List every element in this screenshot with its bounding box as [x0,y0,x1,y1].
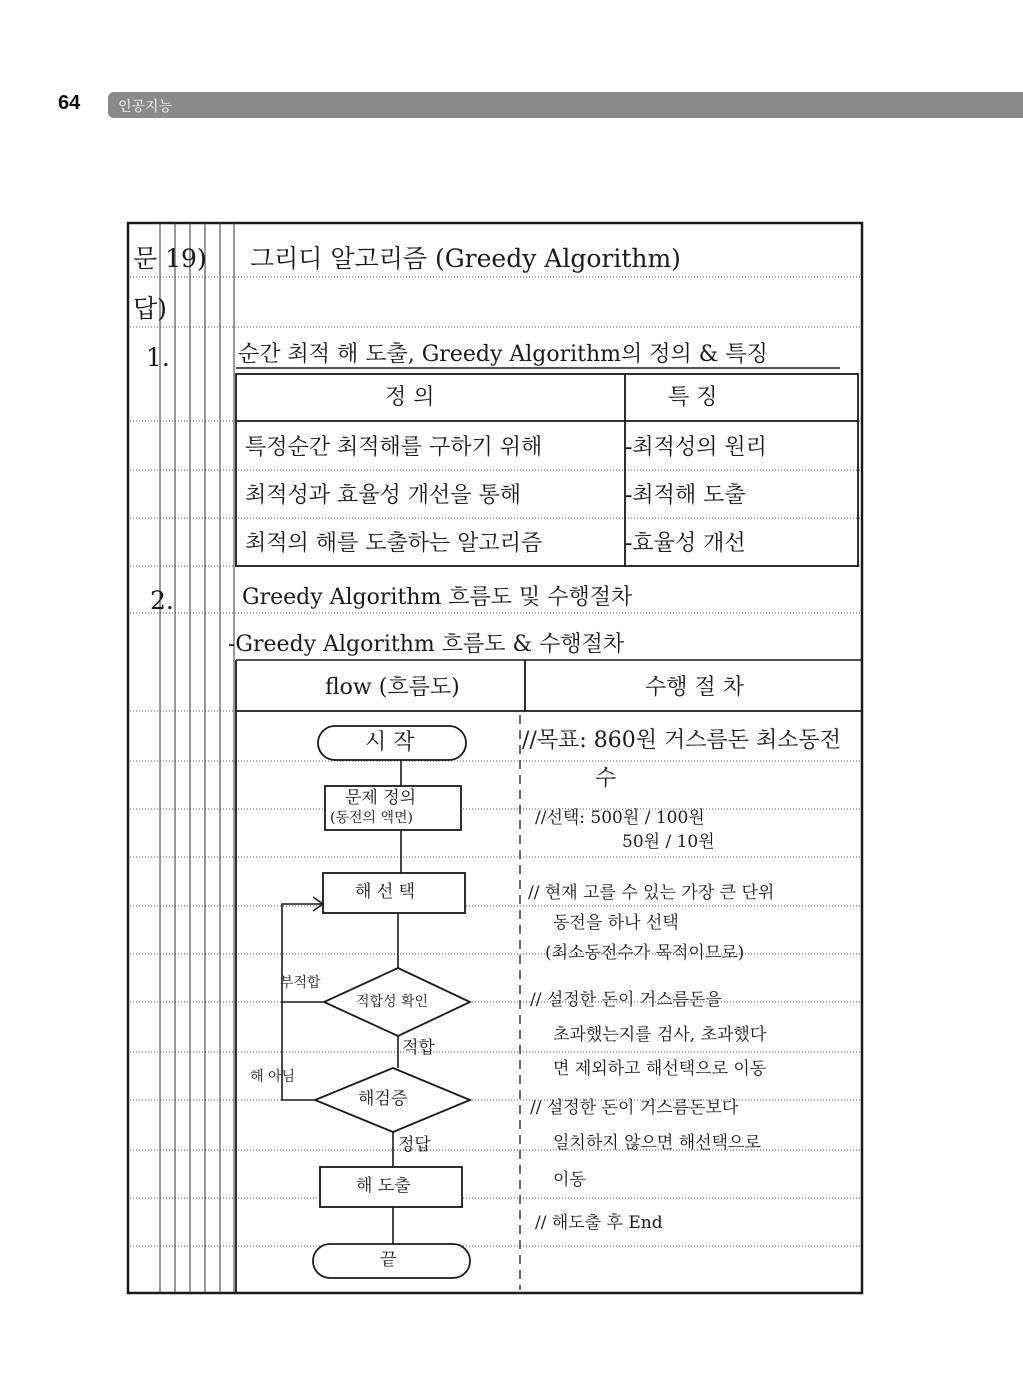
definition-line: 최적성과 효율성 개선을 통해 [245,483,522,508]
flow-ok-label: 정답 [398,1135,431,1155]
flow-derive-label: 해 도출 [356,1176,411,1196]
section1-number: 1. [146,343,170,372]
procedure-line: 50원 / 10원 [622,832,715,852]
feature-line: -최적성의 원리 [625,435,767,460]
flow-fit-label: 적합 [402,1038,435,1058]
definition-line: 특정순간 최적해를 구하기 위해 [245,435,543,460]
section-title: 인공지능 [118,98,173,114]
procedure-line: 이동 [553,1170,586,1190]
section2-heading: Greedy Algorithm 흐름도 및 수행절차 [242,585,633,610]
procedure-line: // 해도출 후 End [535,1213,663,1233]
procedure-line: (최소동전수가 목적이므로) [545,943,745,963]
flow-select-label: 해 선 택 [355,882,416,902]
question-label: 문 19) [133,244,207,273]
procedure-line: // 설정한 돈이 거스름돈을 [530,990,722,1010]
table1-header-definition: 정 의 [385,385,435,410]
procedure-line: //선택: 500원 / 100원 [535,808,705,828]
procedure-line: 동전을 하나 선택 [553,913,679,933]
procedure-line: // 설정한 돈이 거스름돈보다 [530,1098,739,1118]
feature-line: -최적해 도출 [625,483,746,508]
table2-header-flow: flow (흐름도) [325,675,460,700]
procedure-line: 수 [595,766,617,791]
table2-header-procedure: 수행 절 차 [645,675,744,700]
procedure-line: //목표: 860원 거스름돈 최소동전 [522,728,841,753]
flow-check-label: 해검증 [358,1089,408,1109]
procedure-line: 일치하지 않으면 해선택으로 [553,1133,761,1153]
flow-end-label: 끝 [380,1250,397,1270]
definition-line: 최적의 해를 도출하는 알고리즘 [245,531,543,556]
flow-no-label: 해 아님 [250,1069,296,1085]
question-title: 그리디 알고리즘 (Greedy Algorithm) [250,244,681,273]
flow-start-label: 시 작 [365,730,415,755]
section2-subheading: -Greedy Algorithm 흐름도 & 수행절차 [228,632,625,657]
flow-unfit-label: 부적합 [280,975,321,991]
section1-heading: 순간 최적 해 도출, Greedy Algorithm의 정의 & 특징 [238,342,768,367]
page-number: 64 [58,92,81,114]
procedure-line: 면 제외하고 해선택으로 이동 [553,1059,767,1079]
flow-feasible-label: 적합성 확인 [356,994,429,1010]
feature-line: -효율성 개선 [625,531,746,556]
procedure-line: // 현재 고를 수 있는 가장 큰 단위 [528,883,775,903]
flow-define-label: 문제 정의 [345,788,417,808]
answer-label: 답) [133,294,167,323]
procedure-line: 초과했는지를 검사, 초과했다 [553,1025,767,1045]
table1-header-features: 특 징 [668,385,718,410]
section2-number: 2. [150,586,174,615]
flow-define-sub-label: (동전의 액면) [330,810,413,826]
